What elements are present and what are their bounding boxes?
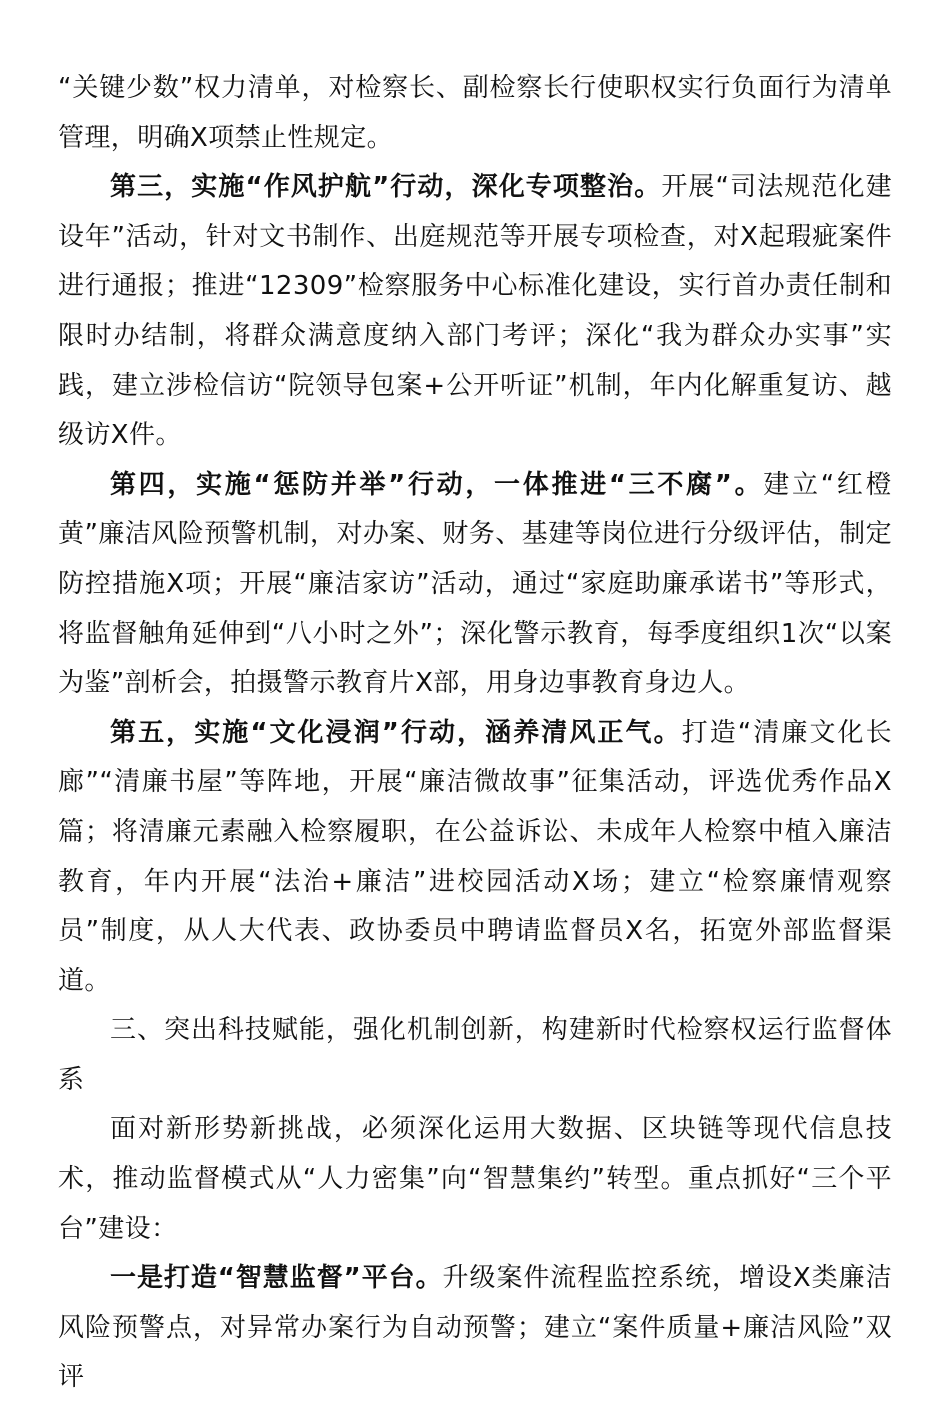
paragraph-power-list-continuation	[58, 64, 892, 163]
paragraph-fifth-action	[58, 709, 892, 1007]
paragraph-text: 升级案件流程监控系统，增设X类廉洁风险预警点，对异常办案行为自动预警；建立“案件质量+廉洁风险”双评	[58, 1263, 892, 1393]
paragraph-text: 开展“司法规范化建设年”活动，针对文书制作、出庭规范等开展专项检查，对X起瑕疵案件进行通报；推进“12309”检察服务中心标准化建设，实行首办责任制和限时办结制，将群众满意度纳入部门考评；深化“我为群众办实事”实践，建立涉检信访“院领导包案+公开听证”机制，年内化解重复访、越级访X件。	[58, 172, 893, 451]
paragraph-smart-supervision-platform	[58, 1254, 892, 1403]
paragraph-tech-intro	[58, 1105, 892, 1254]
document-body	[58, 64, 892, 1403]
paragraph-lead-heading: 一是打造“智慧监督”平台。	[110, 1263, 443, 1294]
paragraph-text: 面对新形势新挑战，必须深化运用大数据、区块链等现代信息技术，推动监督模式从“人力密集”向“智慧集约”转型。重点抓好“三个平台”建设：	[58, 1114, 892, 1244]
paragraph-lead-heading: 第三，实施“作风护航”行动，深化专项整治。	[110, 172, 662, 203]
paragraph-text: 打造“清廉文化长廊”“清廉书屋”等阵地，开展“廉洁微故事”征集活动，评选优秀作品X篇；将清廉元素融入检察履职，在公益诉讼、未成年人检察中植入廉洁教育，年内开展“法治+廉洁”进校园活动X场；建立“检察廉情观察员”制度，从人大代表、政协委员中聘请监督员X名，拓宽外部监督渠道。	[58, 717, 892, 996]
section-heading-three	[58, 1006, 892, 1105]
paragraph-lead-heading: 第五，实施“文化浸润”行动，涵养清风正气。	[110, 717, 682, 748]
paragraph-third-action	[58, 163, 892, 461]
section-heading-text: 三、突出科技赋能，强化机制创新，构建新时代检察权运行监督体系	[58, 1015, 892, 1095]
paragraph-text: “关键少数”权力清单，对检察长、副检察长行使职权实行负面行为清单管理，明确X项禁止性规定。	[58, 73, 892, 153]
paragraph-fourth-action	[58, 461, 892, 709]
paragraph-text: 建立“红橙黄”廉洁风险预警机制，对办案、财务、基建等岗位进行分级评估，制定防控措施X项；开展“廉洁家访”活动，通过“家庭助廉承诺书”等形式，将监督触角延伸到“八小时之外”；深化警示教育，每季度组织1次“以案为鉴”剖析会，拍摄警示教育片X部，用身边事教育身边人。	[58, 469, 892, 699]
paragraph-lead-heading: 第四，实施“惩防并举”行动，一体推进“三不腐”。	[110, 469, 764, 500]
